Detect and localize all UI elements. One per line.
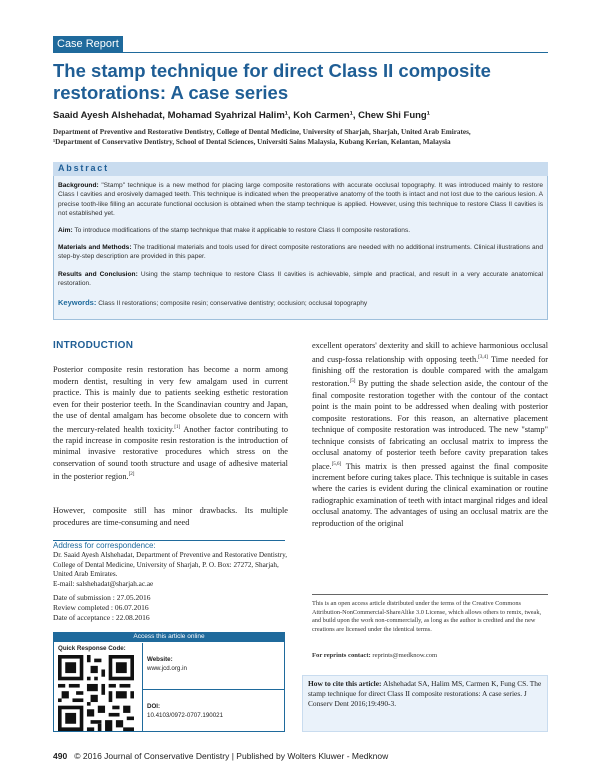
citation-label: How to cite this article: [308,679,382,688]
reprints-label: For reprints contact: [312,652,371,659]
page-number: 490 [53,751,68,761]
citation-ref[interactable]: [3,4] [478,354,488,360]
abstract-aim [58,226,543,235]
text: Another factor contributing to the rapid increase in composite resin restoration is the introduction of minimal invasive restorative procedures which stress on the conservation of sound tooth structure and usage of adhesive material in the posterior region. [53,424,288,482]
text: By putting the shade selection aside, the contour of the final composite restoration together with the contour of the contact point is the main point to be addressed when dealing with posterior composite restorations. For this reason, an alternative placement technique of composite restoration was introduced. The new "stamp" technique consists of fabricating an occlusal matrix to impress the occlusal anatomy of posterior teeth before cavity preparation takes place. [312,379,548,471]
methods-text: The traditional materials and tools used for direct composite restorations are needed with no additional instruments. Clinical illustrations and step-by-step description are provided in this paper. [58,244,543,261]
results-text: Using the stamp technique to restore Class II cavities is achievable, simple and practical, and result in a very accurate anatomical restoration. [58,271,543,288]
background-label: Background: [58,182,99,189]
affiliation-2: ¹Department of Conservative Dentistry, School of Dental Sciences, Universiti Sains Malaysia, Kubang Kerian, Kelantan, Malaysia [53,138,451,146]
correspondence-text [53,551,288,589]
intro-paragraph-2: However, composite still has minor drawbacks. Its multiple procedures are time-consuming and need [53,506,288,527]
date-acceptance: Date of acceptance : 22.08.2016 [53,613,150,623]
section-heading: INTRODUCTION [53,340,134,351]
text: excellent operators' dexterity and skill to achieve harmonious occlusal and cusp-fossa relationship with opposing teeth. [312,341,548,364]
correspondence-heading: Address for correspondence: [53,541,156,550]
abstract-methods [58,243,543,262]
doi-label: DOI: [147,703,161,710]
access-heading: Access this article online [53,632,285,642]
abstract-background [58,181,543,219]
affiliation-1: Department of Preventive and Restorative Dentistry, College of Dental Medicine, University of Sharjah, Sharjah, United Arab Emirates, [53,128,471,136]
abstract-header [53,162,548,176]
license-text: This is an open access article distributed under the terms of the Creative Commons Attribution-NonCommercial-ShareAlike 3.0 License, which allows others to remix, tweak, and build upon the work non-commercially, as long as the author is credited and the new creations are licensed under the identical terms. [312,600,542,633]
citation-ref[interactable]: [2] [128,472,135,478]
keywords [58,298,543,308]
citation-ref[interactable]: [5] [349,379,356,385]
citation-ref[interactable]: [5,6] [331,461,342,467]
date-submission: Date of submission : 27.05.2016 [53,593,151,602]
website-link[interactable]: www.jcd.org.in [147,665,187,672]
date-review: Review completed : 06.07.2016 [53,603,149,613]
website-label: Website: [147,656,173,663]
divider [142,643,143,731]
methods-label: Materials and Methods: [58,244,132,251]
citation-text: Alshehadat SA, Halim MS, Carmen K, Fung CS. The stamp technique for direct Class II composite restorations: A case series. J Conserv Dent 2016;19:490-3. [308,679,542,709]
doi-link[interactable]: 10.4103/0972-0707.190021 [147,712,224,719]
text: Posterior composite resin restoration has become a norm among modern dentist, resulting in very few amalgam used in current practice. This is mainly due to patients seeking esthetic restoration even for their posterior teeth. In the Scandinavian country and Japan, the use of dental amalgam has become obsolete due to concern with the mercury-related health toxicity. [53,365,288,434]
abstract-label: Abstract [58,163,109,173]
intro-paragraph-1 [53,364,288,483]
dates [53,593,151,624]
text: This matrix is then pressed against the final composite increment before curing takes place. This technique is suitable in cases where the caries is evident during the clinical examination or routine radiographic examination of teeth with intact marginal ridges and ideal occlusal anatomy. The advantages of using an occlusal matrix are the reproduction of the original [312,461,548,528]
aim-label: Aim: [58,227,73,234]
citation [308,679,544,710]
intro-right-column [312,340,548,529]
affiliations [53,127,553,147]
correspondence-address: Dr. Saaid Ayesh Alshehadat, Department of Preventive and Restorative Dentistry, College of Dental Medicine, University of Sharjah, P. O. Box: 27272, Sharjah, United Arab Emirates. [53,551,288,578]
footer-text: © 2016 Journal of Conservative Dentistry | Published by Wolters Kluwer - Medknow [74,751,389,761]
qr-label: Quick Response Code: [58,645,126,652]
authors: Saaid Ayesh Alshehadat, Mohamad Syahrizal Halim¹, Koh Carmen¹, Chew Shi Fung¹ [53,110,430,121]
correspondence-email[interactable]: E-mail: salshehadat@sharjah.ac.ae [53,579,154,588]
article-title: The stamp technique for direct Class II composite restorations: A case series [53,60,491,103]
keywords-text: Class II restorations; composite resin; conservative dentistry; occlusion; occlusal topography [98,300,368,307]
abstract-results [58,270,543,289]
reprints [312,652,437,659]
text: Time needed for finishing off the restoration is double compared with the amalgam restoration. [312,354,548,389]
divider [53,52,548,53]
section-tag: Case Report [53,36,123,52]
divider [142,689,284,690]
background-text: "Stamp" technique is a new method for placing large composite restorations with accurate occlusal topography. It was introduced mainly to restore Class I cavities and erosively damaged teeth. This technique is indicated when the preoperative anatomy of the tooth is intact and not lost due to the carious lesion. A precise tooth-like filling an accurate functional occlusion is obtained when the stamp technique is applied. However, using this technique to restore Class II cavities is not established yet. [58,182,543,218]
reprints-email[interactable]: reprints@medknow.com [372,652,438,659]
results-label: Results and Conclusion: [58,271,138,278]
qr-code-icon[interactable] [58,655,134,731]
keywords-label: Keywords: [58,298,97,307]
divider [312,594,548,595]
citation-ref[interactable]: [1] [174,424,181,430]
footer [53,751,388,761]
aim-text: To introduce modifications of the stamp technique that make it applicable to restore Class II composite restorations. [74,227,411,234]
